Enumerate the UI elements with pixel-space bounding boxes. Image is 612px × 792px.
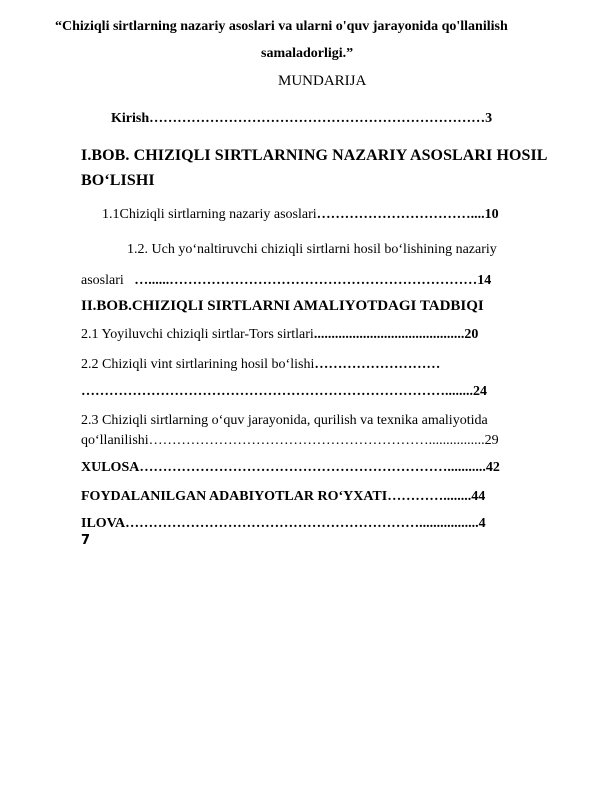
toc-section-1-2-line1: 1.2. Uch yo‘naltiruvchi chiziqli sirtlarni hosil bo‘lishining nazariy: [127, 242, 497, 257]
toc-section-2-2-title: 2.2 Chiziqli vint sirtlarining hosil bo‘lishi: [81, 357, 315, 372]
toc-section-1-1-title: 1.1Chiziqli sirtlarning nazariy asoslari: [102, 207, 317, 222]
toc-conclusion: XULOSA…………………………………………………………...........42: [81, 460, 500, 475]
toc-chapter1-line1: I.BOB. CHIZIQLI SIRTLARNING NAZARIY ASOSLARI HOSIL: [81, 147, 548, 164]
toc-section-1-2-line2: [81, 273, 491, 289]
toc-section-2-3-line2: qo‘llanilishi……………………………………………………................29: [81, 433, 499, 448]
document-title-line2: samaladorligi.”: [261, 46, 354, 61]
toc-appendix-line1: ILOVA……………………………………………………….................4: [81, 516, 486, 531]
toc-appendix-line2: 7: [81, 533, 91, 548]
toc-references: FOYDALANILGAN ADABIYOTLAR RO‘YXATI…………........44: [81, 489, 486, 504]
toc-section-2-1: [81, 327, 478, 343]
toc-section-2-2-leader: ………………………: [314, 357, 441, 372]
toc-section-1-2-title: asoslari: [81, 273, 124, 288]
toc-section-2-1-title: 2.1 Yoyiluvchi chiziqli sirtlar-Tors sirtlari: [81, 327, 314, 342]
toc-chapter2: II.BOB.CHIZIQLI SIRTLARNI AMALIYOTDAGI TADBIQI: [81, 298, 484, 314]
toc-chapter1-line2: BO‘LISHI: [81, 172, 155, 189]
toc-section-2-2-line2: ……………………………………………………………………........24: [81, 384, 487, 399]
toc-section-2-3-line1: 2.3 Chiziqli sirtlarning o‘quv jarayonida, qurilish va texnika amaliyotida: [81, 413, 488, 428]
toc-section-2-2-line1: [81, 357, 440, 373]
toc-section-1-2-leader: …......…………………………………………………………14: [134, 273, 492, 288]
toc-section-1-1: [102, 207, 499, 223]
document-title-line1: “Chiziqli sirtlarning nazariy asoslari va ularni o'quv jarayonida qo'llanilish: [55, 19, 508, 34]
toc-section-1-1-page: ....10: [470, 207, 499, 222]
toc-intro: Kirish………………………………………………………………3: [111, 111, 493, 126]
toc-section-2-1-leader: ...........................................20: [313, 327, 479, 342]
toc-section-1-1-leader: ……………………………: [316, 207, 471, 222]
contents-heading: MUNDARIJA: [278, 73, 367, 89]
